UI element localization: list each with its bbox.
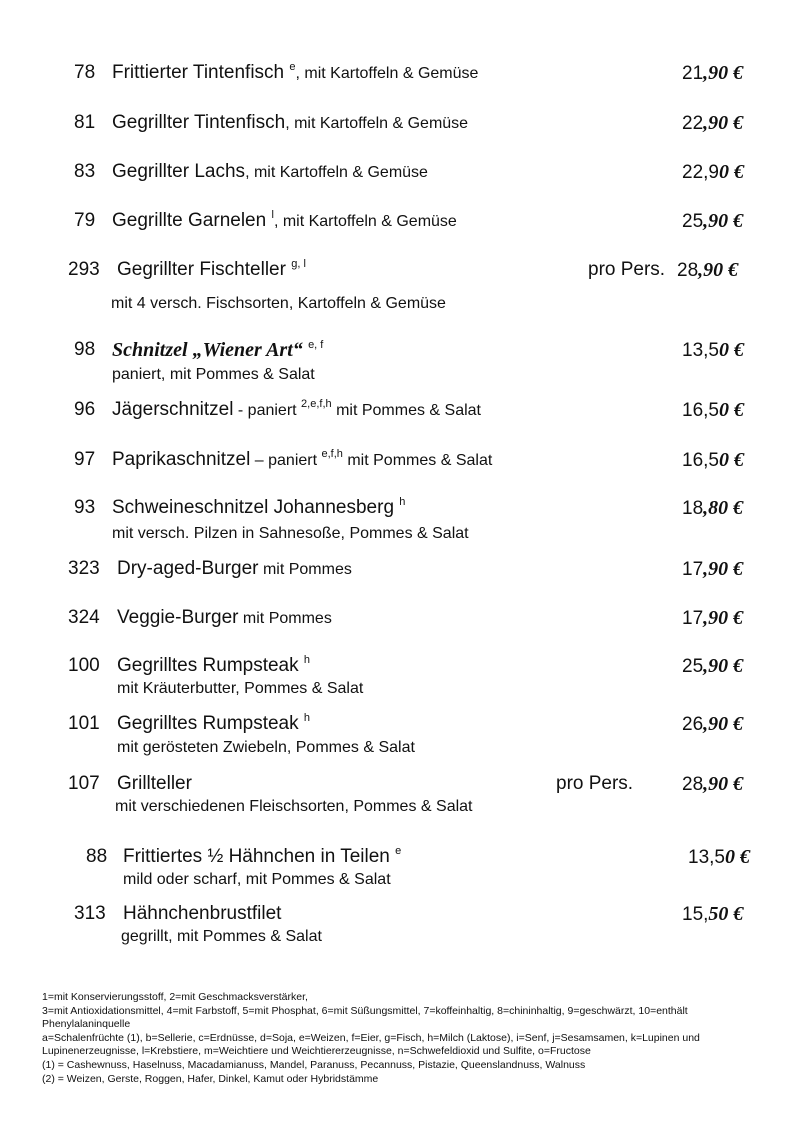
item-name: Schnitzel „Wiener Art“ $^{e, f}$ (112, 339, 324, 361)
item-price: 25,90 € (682, 655, 744, 677)
per-person-label: pro Pers. (588, 259, 666, 280)
item-price: 16,50 € (682, 449, 744, 471)
item-number: 97 (74, 449, 96, 470)
item-description: gegrillt, mit Pommes & Salat (121, 928, 322, 945)
item-name: Gegrillter Fischteller $^{g, l}$ (117, 258, 306, 280)
item-number: 81 (74, 112, 96, 133)
item-price: 13,50 € (682, 339, 744, 361)
item-number: 313 (74, 903, 106, 924)
item-price: 26,90 € (682, 713, 744, 735)
allergen-legend (42, 991, 762, 1086)
item-name: Frittierter Tintenfisch $^e$, mit Kartoffeln & Gemüse (112, 61, 479, 83)
item-description: mit versch. Pilzen in Sahnesoße, Pommes & Salat (112, 525, 469, 542)
item-price: 22,90 € (682, 161, 744, 183)
item-number: 100 (68, 655, 100, 676)
item-name: Grillteller (117, 773, 192, 794)
item-name: Hähnchenbrustfilet (123, 903, 282, 924)
item-number: 83 (74, 161, 96, 182)
item-number: 96 (74, 399, 96, 420)
item-number: 93 (74, 497, 96, 518)
item-price: 22,90 € (682, 112, 744, 134)
item-name: Jägerschnitzel - paniert $^{2,e,f,h}$ mit Pommes & Salat (112, 398, 481, 420)
item-name: Paprikaschnitzel – paniert $^{e,f,h}$ mit Pommes & Salat (112, 448, 493, 470)
item-price: 28,90 € (677, 259, 739, 281)
item-description: mit Kräuterbutter, Pommes & Salat (117, 680, 364, 697)
item-name: Veggie-Burger mit Pommes (117, 607, 332, 628)
legend-line: a=Schalenfrüchte (1), b=Sellerie, c=Erdnüsse, d=Soja, e=Weizen, f=Eier, g=Fisch, h=Milch (Laktose), i=Senf, j=Sesamsamen, k=Lupinen und Lupinenerzeugnisse, l=Krebstiere, m=Weichtiere und Weichtiererzeugnisse, n=Schwefeldioxid und Sulfite, o=Fructose (42, 1031, 700, 1058)
item-number: 324 (68, 607, 100, 628)
item-number: 98 (74, 339, 96, 360)
item-name: Gegrilltes Rumpsteak $^h$ (117, 654, 311, 676)
item-price: 16,50 € (682, 399, 744, 421)
legend-line: (1) = Cashewnuss, Haselnuss, Macadamianuss, Mandel, Paranuss, Pecannuss, Pistazie, Queenslandnuss, Walnuss (42, 1058, 586, 1071)
item-name: Dry-aged-Burger mit Pommes (117, 558, 352, 579)
item-price: 25,90 € (682, 210, 744, 232)
item-description: mild oder scharf, mit Pommes & Salat (123, 871, 391, 888)
legend-line: (2) = Weizen, Gerste, Roggen, Hafer, Dinkel, Kamut oder Hybridstämme (42, 1072, 379, 1085)
item-number: 101 (68, 713, 100, 734)
item-description: mit 4 versch. Fischsorten, Kartoffeln & Gemüse (111, 295, 446, 312)
item-name: Gegrillter Tintenfisch, mit Kartoffeln & Gemüse (112, 112, 469, 133)
item-price: 13,50 € (688, 846, 750, 868)
item-name: Gegrillte Garnelen $^l$, mit Kartoffeln & Gemüse (112, 209, 457, 231)
item-price: 21,90 € (682, 62, 744, 84)
item-number: 107 (68, 773, 100, 794)
item-description: mit verschiedenen Fleischsorten, Pommes & Salat (115, 798, 473, 815)
per-person-label: pro Pers. (556, 773, 634, 794)
item-number: 293 (68, 259, 100, 280)
item-number: 88 (86, 846, 108, 867)
item-name: Schweineschnitzel Johannesberg $^h$ (112, 496, 406, 518)
item-description: paniert, mit Pommes & Salat (112, 366, 315, 383)
item-price: 28,90 € (682, 773, 744, 795)
item-description: mit gerösteten Zwiebeln, Pommes & Salat (117, 739, 415, 756)
item-name: Gegrilltes Rumpsteak $^h$ (117, 712, 311, 734)
item-price: 15,50 € (682, 903, 744, 925)
item-price: 17,90 € (682, 607, 744, 629)
legend-line: 3=mit Antioxidationsmittel, 4=mit Farbstoff, 5=mit Phosphat, 6=mit Süßungsmittel, 7=koffeinhaltig, 8=chininhaltig, 9=geschwärzt, 10=enthält Phenylalaninquelle (42, 1004, 688, 1031)
item-name: Frittiertes ½ Hähnchen in Teilen $^e$ (123, 845, 402, 867)
legend-line: 1=mit Konservierungsstoff, 2=mit Geschmacksverstärker, (42, 991, 308, 1003)
item-price: 18,80 € (682, 497, 744, 519)
item-name: Gegrillter Lachs, mit Kartoffeln & Gemüse (112, 161, 428, 182)
item-number: 323 (68, 558, 100, 579)
item-price: 17,90 € (682, 558, 744, 580)
item-number: 79 (74, 210, 96, 231)
item-number: 78 (74, 62, 96, 83)
